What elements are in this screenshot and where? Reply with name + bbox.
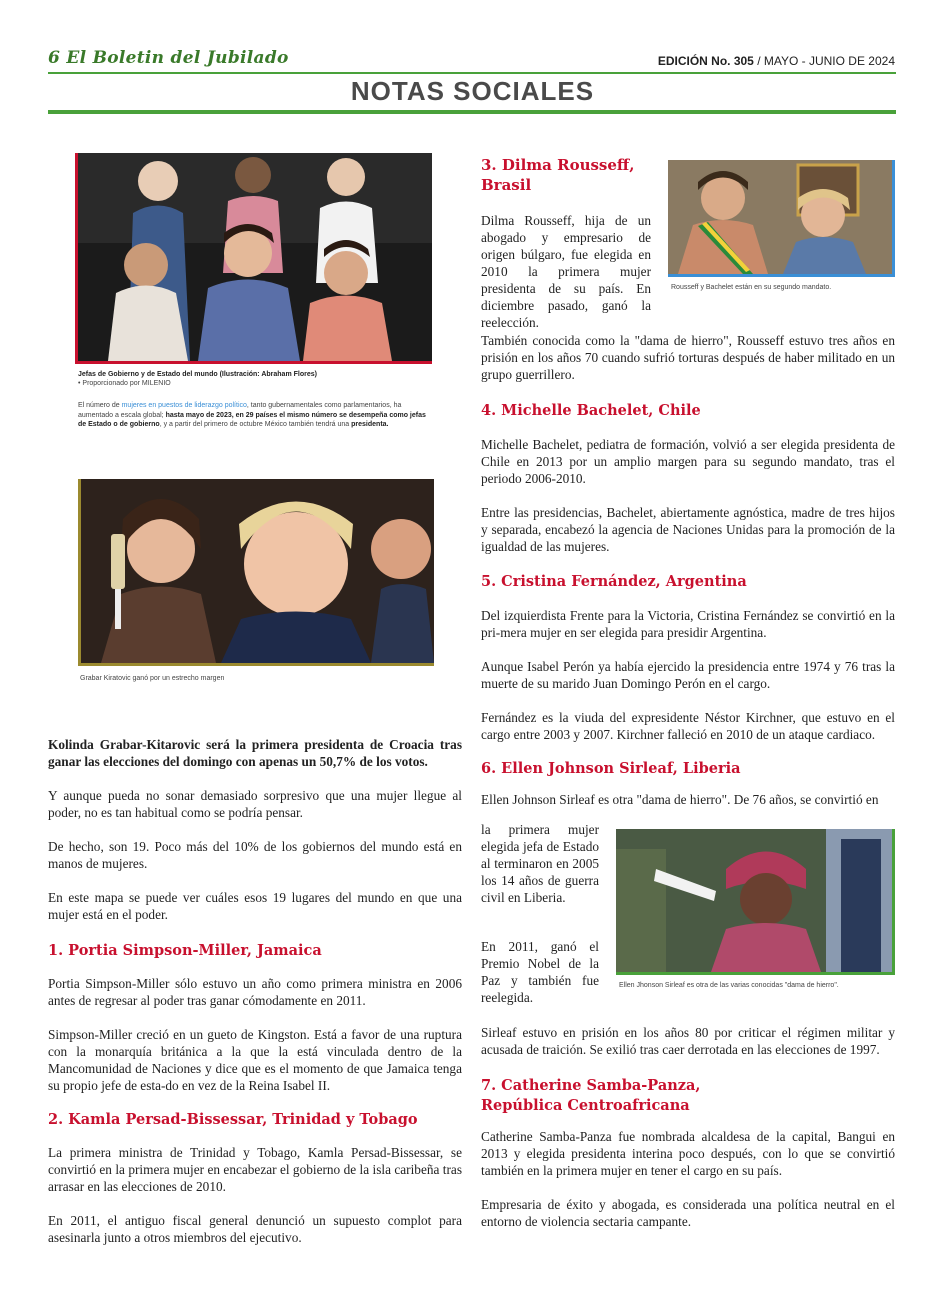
grabar-kitarovic-photo [78, 479, 434, 666]
edition-date: / MAYO - JUNIO DE 2024 [757, 54, 895, 68]
header-rule [48, 72, 896, 74]
paragraph: Catherine Samba-Panza fue nombrada alcaldesa de la capital, Bangui en 2013 y elegida presidenta interina poco después, con lo que se convirtió también en la primera mujer en tener el cargo en su país. [481, 1129, 895, 1178]
paragraph: Aunque Isabel Perón ya había ejercido la presidencia entre 1974 y 76 tras la muerte de su marido Juan Domingo Perón en el cargo. [481, 659, 895, 691]
grabar-caption: Grabar Kiratovic ganó por un estrecho margen [80, 675, 225, 682]
paragraph: Dilma Rousseff, hija de un abogado y empresario de origen búlgaro, fue elegida en 2010 la primera mujer presidenta de su país. En diciembre pasado, ganó la reelección. [481, 213, 651, 330]
paragraph: Del izquierdista Frente para la Victoria, Cristina Fernández se convirtió en la pri-mera mujer en ser elegida para presidir Argentina. [481, 608, 895, 640]
lead-paragraph: Kolinda Grabar-Kitarovic será la primera presidenta de Croacia tras ganar las elecciones del domingo con apenas un 50,7% de los votos. [48, 737, 462, 769]
edition-info [658, 54, 895, 68]
leaders-caption [78, 370, 433, 388]
leaders-illustration [75, 153, 432, 364]
paragraph: Portia Simpson-Miller sólo estuvo un año como primera ministra en 2006 antes de regresar al poder tras ganar cómodamente en 2011. [48, 976, 462, 1008]
heading-cristina-fernandez: 5. Cristina Fernández, Argentina [481, 573, 747, 590]
heading-catherine-samba-panza: 7. Catherine Samba-Panza, República Centroafricana [481, 1077, 701, 1114]
right-column-bottom [481, 1024, 895, 1230]
desc-text: , y a partir del primero de octubre México también tendrá una [159, 421, 350, 428]
paragraph: En este mapa se puede ver cuáles esos 19 lugares del mundo en que una mujer está en el poder. [48, 890, 462, 922]
rousseff-bachelet-art [668, 160, 892, 274]
sirleaf-art [616, 829, 892, 972]
desc-bold: presidenta. [351, 421, 389, 428]
paragraph: Simpson-Miller creció en un gueto de Kingston. Está a favor de una ruptura con la monarquía británica a la que la está vinculada dentro de la Mancomunidad de Naciones y dice que es el momento de que Jamaica tenga su propio jefe de esta-do en vez de la Reina Isabel II. [48, 1027, 462, 1093]
leadership-link[interactable]: mujeres en puestos de liderazgo político [121, 402, 247, 409]
paragraph: La primera ministra de Trinidad y Tobago, Kamla Persad-Bissessar, se convirtió en la primera mujer en encabezar el gobierno de la isla caribeña tras arrasar en las elecciones de 2010. [48, 1145, 462, 1194]
rousseff-caption: Rousseff y Bachelet están en su segundo mandato. [671, 284, 832, 291]
heading-michelle-bachelet: 4. Michelle Bachelet, Chile [481, 402, 701, 419]
heading-ellen-johnson-sirleaf: 6. Ellen Johnson Sirleaf, Liberia [481, 760, 741, 777]
paragraph: También conocida como la "dama de hierro", Rousseff estuvo tres años en prisión en los años 70 cuando sufrió torturas después de haber militado en un grupo guerrillero. [481, 333, 895, 382]
right-column [481, 332, 895, 808]
paragraph: Ellen Johnson Sirleaf es otra "dama de hierro". De 76 años, se convirtió en [481, 792, 879, 807]
heading-kamla-persad-bissessar: 2. Kamla Persad-Bissessar, Trinidad y Tobago [48, 1111, 418, 1128]
heading-portia-simpson-miller: 1. Portia Simpson-Miller, Jamaica [48, 942, 322, 959]
leaders-caption-title: Jefas de Gobierno y de Estado del mundo (Ilustración: Abraham Flores) [78, 371, 317, 378]
paragraph: En 2011, ganó el Premio Nobel de la Paz y también fue reelegida. [481, 939, 599, 1005]
paragraph: Sirleaf estuvo en prisión en los años 80 por criticar el régimen militar y acusada de traición. Se exilió tras caer derrotada en las elecciones de 1997. [481, 1025, 895, 1057]
left-column [48, 736, 462, 1246]
paragraph: Empresaria de éxito y abogada, es considerada una política neutral en el entorno de violencia sectaria campante. [481, 1197, 895, 1229]
desc-text: , tanto gubernamentales como parlamentarios, ha aumentado a escala global; [78, 402, 402, 419]
desc-bold: como jefas de Estado o de gobierno [78, 411, 426, 428]
desc-bold: hasta mayo de 2023, en 29 países el mismo número se desempeña [165, 411, 388, 419]
grabar-kitarovic-art [81, 479, 434, 663]
leaders-caption-credit: • Proporcionado por MILENIO [78, 380, 171, 387]
paragraph: Entre las presidencias, Bachelet, abiertamente agnóstica, madre de tres hijos y separada, encabezó la agencia de Naciones Unidas para la promoción de la igualdad de las mujeres. [481, 505, 895, 554]
paragraph: En 2011, el antiguo fiscal general denunció un supuesto complot para asesinarla junto a otros miembros del ejecutivo. [48, 1213, 462, 1245]
page-folio: 6 El Boletin del Jubilado [48, 48, 289, 68]
section-title: NOTAS SOCIALES [350, 76, 595, 106]
desc-text: El número de [78, 402, 120, 409]
paragraph: De hecho, son 19. Poco más del 10% de los gobiernos del mundo está en manos de mujeres. [48, 839, 462, 871]
paragraph: la primera mujer elegida jefa de Estado al terminaron en 2005 los 14 años de guerra civil en Liberia. [481, 822, 599, 905]
sirleaf-caption: Ellen Jhonson Sirleaf es otra de las varias conocidas "dama de hierro". [619, 982, 839, 989]
paragraph: Y aunque pueda no sonar demasiado sorpresivo que una mujer llegue al poder, no es tan habitual como se podría pensar. [48, 788, 462, 820]
sirleaf-photo [616, 829, 895, 975]
paragraph: Michelle Bachelet, pediatra de formación, volvió a ser elegida presidenta de Chile en 2013 por un amplio margen para su segundo mandato, tras el periodo 2006-2010. [481, 437, 895, 486]
paragraph: Fernández es la viuda del expresidente Néstor Kirchner, que estuvo en el cargo entre 2003 y 2007. Kirchner falleció en 2010 de un ataque cardiaco. [481, 710, 895, 742]
heading-dilma-rousseff: 3. Dilma Rousseff, Brasil [481, 156, 635, 194]
section-rule [48, 110, 896, 114]
leaders-illustration-art [78, 153, 432, 361]
rousseff-bachelet-photo [668, 160, 895, 277]
edition-number: EDICIÓN No. 305 [657, 54, 754, 68]
leaders-description [78, 401, 433, 430]
